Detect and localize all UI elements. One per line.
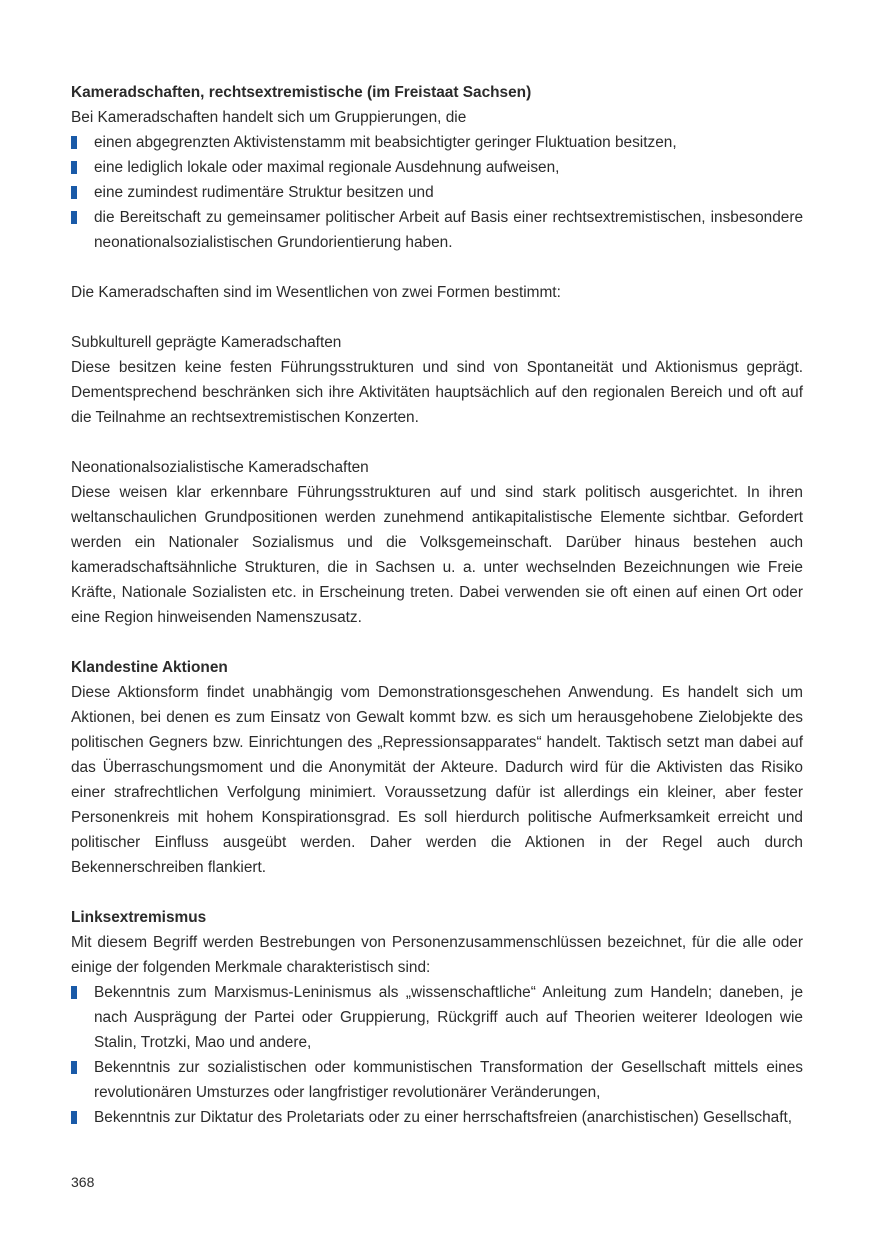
- bullet-square-icon: [71, 161, 77, 174]
- neonationalsozialistisch-paragraph: Diese weisen klar erkennbare Führungsstrukturen auf und sind stark politisch ausgerichtet. In ihren weltanschaulichen Grundpositionen werden zunehmend antikapitalistische Elemente sichtbar. Gefordert werden ein Nationaler Sozialismus und die Volksgemeinschaft. Darüber hinaus bestehen auch kameradschaftsähnliche Strukturen, die in Sachsen u. a. unter wechselnden Bezeichnungen wie Freie Kräfte, Nationale Sozialisten etc. in Erscheinung treten. Dabei verwenden sie oft einen auf einen Ort oder eine Region hinweisenden Namenszusatz.: [71, 484, 803, 626]
- page-number: 368: [71, 1174, 95, 1190]
- bullet-square-icon: [71, 1061, 77, 1074]
- bullet-square-icon: [71, 186, 77, 199]
- subkulturell-paragraph: Diese besitzen keine festen Führungsstrukturen und sind von Spontaneität und Aktionismus geprägt. Dementsprechend beschränken sich ihre Aktivitäten hauptsächlich auf den regionalen Bereich und oft auf die Teilnahme an rechtsextremistischen Konzerten.: [71, 359, 803, 426]
- subheading-subkulturell: Subkulturell geprägte Kameradschaften: [71, 334, 342, 351]
- list-item: [71, 130, 803, 155]
- list-item-text: eine lediglich lokale oder maximal regionale Ausdehnung aufweisen,: [94, 159, 560, 176]
- bullet-square-icon: [71, 986, 77, 999]
- klandestine-paragraph: Diese Aktionsform findet unabhängig vom Demonstrationsgeschehen Anwendung. Es handelt sich um Aktionen, bei denen es zum Einsatz von Gewalt kommt bzw. es sich um herausgehobene Zielobjekte des politischen Gegners bzw. Einrichtungen des „Repressionsapparates“ handelt. Taktisch setzt man dabei auf das Überraschungsmoment und die Anonymität der Akteure. Dadurch wird für die Aktivisten das Risiko einer strafrechtlichen Verfolgung minimiert. Voraussetzung dafür ist allerdings ein kleiner, aber fester Personenkreis mit hohem Konspirationsgrad. Es soll hierdurch politische Aufmerksamkeit erreicht und politischer Einfluss ausgeübt werden. Daher werden die Aktionen in der Regel auch durch Bekennerschreiben flankiert.: [71, 684, 803, 876]
- list-item: [71, 1105, 803, 1130]
- linksextremismus-bullet-list: [71, 980, 803, 1130]
- list-item: [71, 1055, 803, 1105]
- forms-intro: Die Kameradschaften sind im Wesentlichen von zwei Formen bestimmt:: [71, 284, 561, 301]
- linksextremismus-intro: Mit diesem Begriff werden Bestrebungen von Personenzusammenschlüssen bezeichnet, für die alle oder einige der folgenden Merkmale charakteristisch sind:: [71, 934, 803, 976]
- list-item-text: eine zumindest rudimentäre Struktur besitzen und: [94, 184, 434, 201]
- list-item-text: Bekenntnis zur Diktatur des Proletariats oder zu einer herrschaftsfreien (anarchistischen) Gesellschaft,: [94, 1109, 793, 1126]
- bullet-square-icon: [71, 136, 77, 149]
- subheading-neonationalsozialistisch: Neonationalsozialistische Kameradschaften: [71, 459, 369, 476]
- list-item-text: Bekenntnis zum Marxismus-Leninismus als „wissenschaftliche“ Anleitung zum Handeln; daneben, je nach Ausprägung der Partei oder Gruppierung, Rückgriff auch auf Theorien weiterer Ideologen wie Stalin, Trotzki, Mao und andere,: [94, 984, 803, 1051]
- heading-klandestine-aktionen: Klandestine Aktionen: [71, 659, 228, 676]
- list-item: [71, 180, 803, 205]
- list-item: [71, 205, 803, 255]
- kameradschaften-bullet-list: [71, 130, 803, 255]
- heading-linksextremismus: Linksextremismus: [71, 909, 207, 926]
- list-item: [71, 155, 803, 180]
- list-item-text: einen abgegrenzten Aktivistenstamm mit beabsichtigter geringer Fluktuation besitzen,: [94, 134, 677, 151]
- list-item-text: die Bereitschaft zu gemeinsamer politischer Arbeit auf Basis einer rechtsextremistischen, insbesondere neonationalsozialistischen Grundorientierung haben.: [94, 209, 803, 251]
- list-item: [71, 980, 803, 1055]
- list-item-text: Bekenntnis zur sozialistischen oder kommunistischen Transformation der Gesellschaft mittels eines revolutionären Umsturzes oder langfristiger revolutionärer Veränderungen,: [94, 1059, 803, 1101]
- page-content: [71, 80, 803, 1130]
- bullet-square-icon: [71, 211, 77, 224]
- kameradschaften-intro: Bei Kameradschaften handelt sich um Gruppierungen, die: [71, 109, 467, 126]
- bullet-square-icon: [71, 1111, 77, 1124]
- heading-kameradschaften: Kameradschaften, rechtsextremistische (im Freistaat Sachsen): [71, 84, 532, 101]
